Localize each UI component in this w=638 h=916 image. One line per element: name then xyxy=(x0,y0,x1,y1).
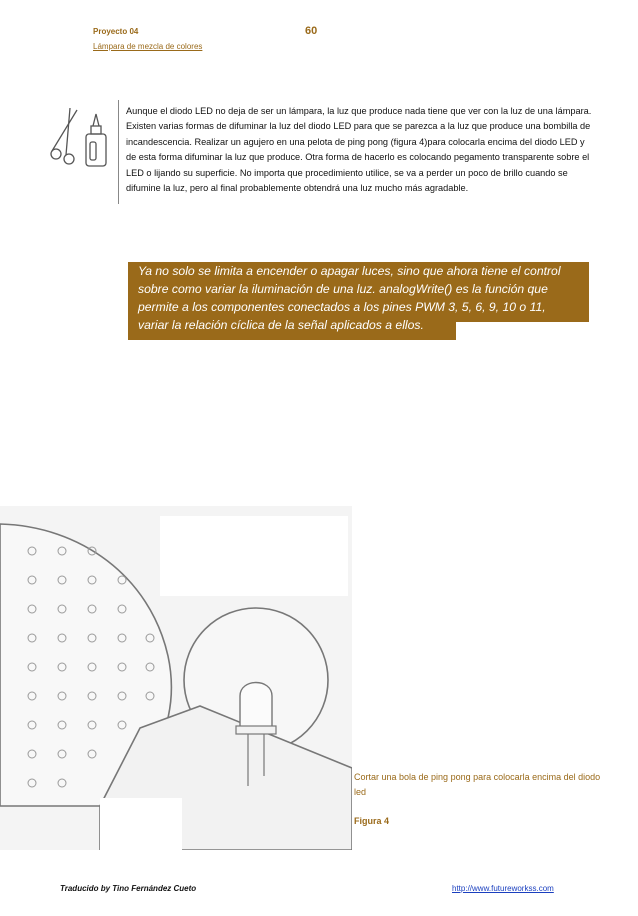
figure-ping-pong-led xyxy=(0,506,352,850)
figure-label: Figura 4 xyxy=(354,816,390,826)
highlight-notch xyxy=(456,322,589,340)
figure-caption: Cortar una bola de ping pong para colocarla encima del diodo led xyxy=(354,772,601,797)
tip-text: Aunque el diodo LED no deja de ser un lámpara, la luz que produce nada tiene que ver con la luz de una lámpara. Existen varias formas de difuminar la luz del diodo LED para que se parezca a la luz que produce una bombilla de incandescencia. Realizar un agujero en una pelota de ping pong (figura 4)para colocarla encima del diodo LED y de esta forma difuminar la luz que produce. Otra forma de hacerlo es colocando pegamento transparente sobre el LED o lijando su superficie. No importa que procedimiento utilice, se va a perder un poco de brillo cuando se difumine la luz, pero al final probablemente obtendrá una luz mucho más agradable. xyxy=(126,106,592,194)
highlight-line: Ya no solo se limita a encender o apagar luces, sino que ahora tiene el control xyxy=(138,264,561,278)
highlight-line: permite a los componentes conectados a los pines PWM 3, 5, 6, 9, 10 o 11, xyxy=(138,300,546,314)
header-project: Proyecto 04 xyxy=(93,27,139,36)
header-subtitle[interactable]: Lámpara de mezcla de colores xyxy=(93,42,203,51)
tip-divider xyxy=(118,100,119,204)
highlight-line: sobre como variar la iluminación de una luz. analogWrite() es la función que xyxy=(138,282,548,296)
footer-translator: Traducido by Tino Fernández Cueto xyxy=(60,884,197,893)
footer-link[interactable]: http://www.futureworkss.com xyxy=(452,884,554,893)
scissors-and-glue-icon xyxy=(44,104,114,174)
highlight-line: variar la relación cíclica de la señal aplicados a ellos. xyxy=(138,318,424,332)
page-number: 60 xyxy=(305,25,318,37)
